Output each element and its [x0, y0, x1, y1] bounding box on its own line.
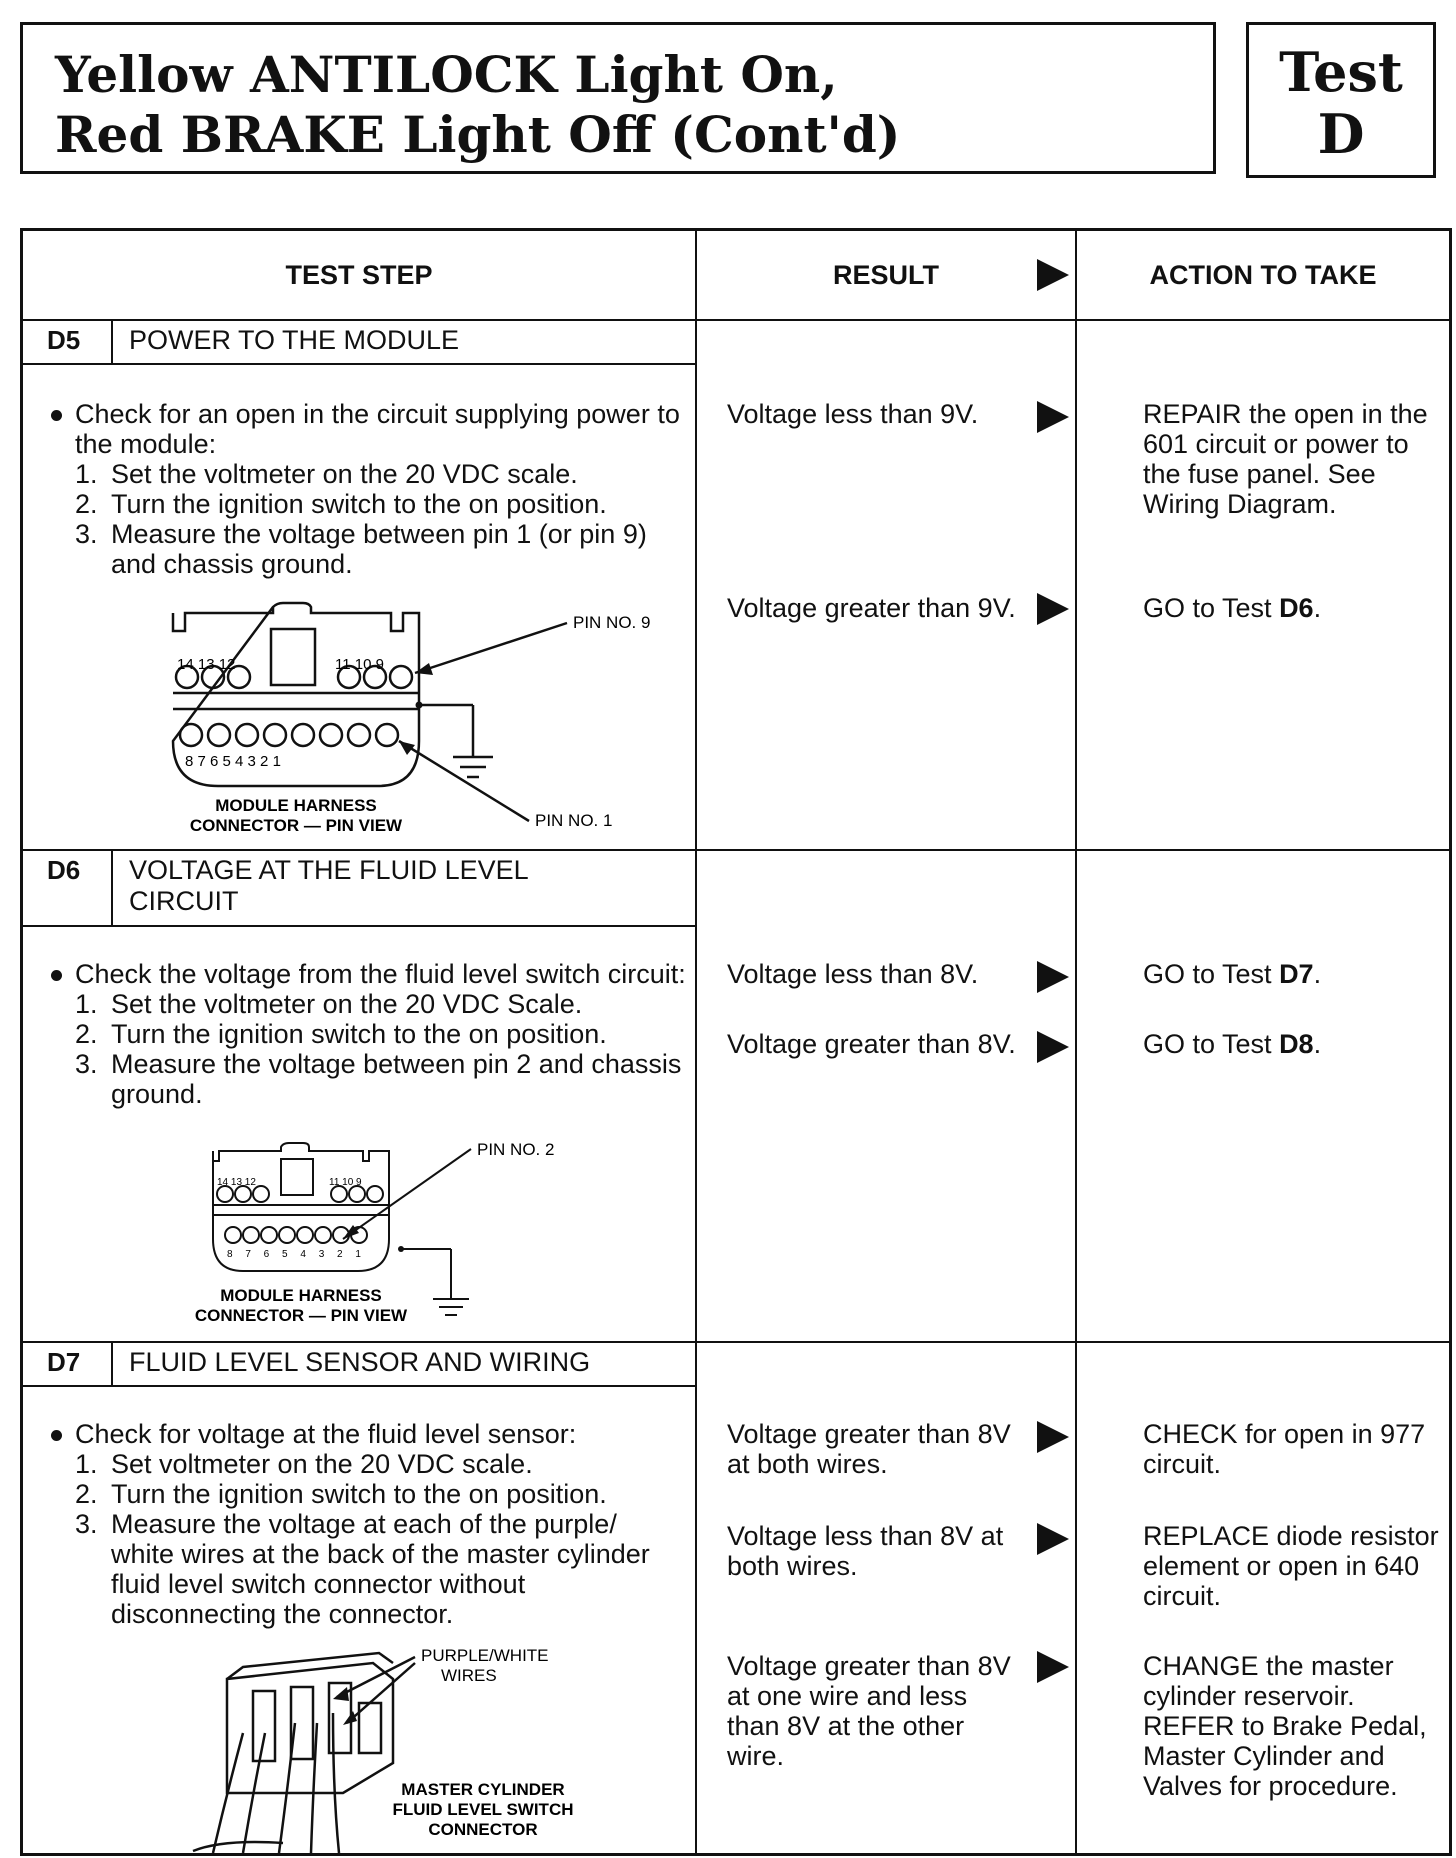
step-title-divider	[23, 1385, 697, 1387]
arrow-icon	[1037, 593, 1069, 625]
arrow-icon	[1037, 1421, 1069, 1453]
diagram-caption: CONNECTOR — PIN VIEW	[194, 1306, 408, 1325]
step-title: VOLTAGE AT THE FLUID LEVEL CIRCUIT	[129, 855, 528, 916]
result-text: Voltage greater than 8V at both wires.	[727, 1419, 1011, 1479]
diagram-caption: FLUID LEVEL SWITCH	[392, 1800, 574, 1819]
step-id-divider	[111, 1341, 113, 1385]
header-divider	[23, 319, 1449, 321]
list-item: 3. Measure the voltage between pin 1 (or pin 9) and chassis ground.	[75, 519, 647, 579]
step-instructions	[47, 959, 687, 1109]
action-text: REPAIR the open in the 601 circuit or power to the fuse panel. See Wiring Diagram.	[1143, 399, 1428, 519]
header-action: ACTION TO TAKE	[1149, 259, 1377, 290]
wire-label: WIRES	[441, 1666, 497, 1685]
column-divider	[1075, 231, 1077, 1853]
action-text: GO to Test D8.	[1143, 1029, 1322, 1059]
result-text: Voltage less than 9V.	[727, 399, 979, 429]
step-instructions	[47, 1419, 687, 1629]
action-text: GO to Test D6.	[1143, 593, 1322, 623]
arrow-icon	[1037, 259, 1069, 291]
title-line-1: Yellow ANTILOCK Light On,	[55, 45, 838, 104]
pin-numbers: 14 13 12	[217, 1177, 256, 1188]
test-letter: D	[1317, 102, 1365, 166]
action-text: CHANGE the master cylinder reservoir. REFER to Brake Pedal, Master Cylinder and Valves for procedure.	[1143, 1651, 1427, 1801]
list-item: 3. Measure the voltage between pin 2 and chassis ground.	[75, 1049, 682, 1109]
pin-numbers: 11 10 9	[335, 656, 384, 673]
list-item: 2. Turn the ignition switch to the on position.	[75, 489, 607, 519]
pin-label: PIN NO. 2	[477, 1141, 555, 1159]
test-table	[20, 228, 1452, 1856]
action-text: GO to Test D7.	[1143, 959, 1322, 989]
pin-numbers: 11 10 9	[329, 1177, 362, 1188]
wire-label: PURPLE/WHITE	[421, 1646, 549, 1665]
arrow-icon	[1037, 1651, 1069, 1683]
result-text: Voltage greater than 9V.	[727, 593, 1016, 623]
bullet-text: Check the voltage from the fluid level switch circuit:	[47, 959, 687, 989]
header-result: RESULT	[833, 259, 939, 290]
result-text: Voltage less than 8V at both wires.	[727, 1521, 1004, 1581]
step-title: FLUID LEVEL SENSOR AND WIRING	[129, 1347, 591, 1377]
bullet-text: Check for voltage at the fluid level sensor:	[47, 1419, 687, 1449]
list-item: 1. Set the voltmeter on the 20 VDC Scale.	[75, 989, 583, 1019]
module-connector-diagram	[153, 601, 693, 841]
arrow-icon	[1037, 401, 1069, 433]
bullet-text: Check for an open in the circuit supplying power to the module:	[47, 399, 687, 459]
pin-label: PIN NO. 9	[573, 613, 651, 632]
arrow-icon	[1037, 1031, 1069, 1063]
step-id: D7	[47, 1347, 81, 1377]
diagram-caption: MODULE HARNESS	[220, 1286, 382, 1305]
page-title	[55, 45, 900, 165]
module-connector-diagram-small	[193, 1141, 633, 1341]
diagram-caption: CONNECTOR	[428, 1820, 538, 1839]
action-text: CHECK for open in 977 circuit.	[1143, 1419, 1426, 1479]
test-label: Test	[1279, 40, 1403, 104]
title-line-2: Red BRAKE Light Off (Cont'd)	[55, 105, 901, 164]
result-text: Voltage less than 8V.	[727, 959, 979, 989]
result-text: Voltage greater than 8V at one wire and less than 8V at the other wire.	[727, 1651, 1011, 1771]
step-id: D6	[47, 855, 81, 885]
step-title: POWER TO THE MODULE	[129, 325, 460, 355]
diagram-caption: MODULE HARNESS	[215, 796, 377, 815]
list-item: 2. Turn the ignition switch to the on position.	[75, 1479, 607, 1509]
result-text: Voltage greater than 8V.	[727, 1029, 1016, 1059]
step-title-divider	[23, 363, 697, 365]
list-item: 3. Measure the voltage at each of the purple/ white wires at the back of the master cylinder fluid level switch connector without disconnecting the connector.	[75, 1509, 650, 1629]
list-item: 1. Set the voltmeter on the 20 VDC scale.	[75, 459, 578, 489]
diagram-caption: CONNECTOR — PIN VIEW	[189, 816, 403, 835]
column-divider	[695, 231, 697, 1853]
arrow-icon	[1037, 961, 1069, 993]
fluid-level-connector-diagram	[183, 1643, 683, 1855]
list-item: 2. Turn the ignition switch to the on position.	[75, 1019, 607, 1049]
action-text: REPLACE diode resistor element or open in 640 circuit.	[1143, 1521, 1439, 1611]
test-id-box	[1246, 22, 1436, 178]
header-test-step: TEST STEP	[285, 259, 433, 290]
step-id-divider	[111, 319, 113, 363]
step-title-divider	[23, 925, 697, 927]
list-item: 1. Set voltmeter on the 20 VDC scale.	[75, 1449, 533, 1479]
pin-label: PIN NO. 1	[535, 811, 613, 830]
title-box	[20, 22, 1216, 174]
step-id-divider	[111, 849, 113, 925]
pin-numbers: 8 7 6 5 4 3 2 1	[227, 1249, 366, 1260]
step-id: D5	[47, 325, 81, 355]
step-instructions	[47, 399, 687, 579]
section-divider	[23, 849, 1449, 851]
diagram-caption: MASTER CYLINDER	[401, 1780, 565, 1799]
section-divider	[23, 1341, 1449, 1343]
arrow-icon	[1037, 1523, 1069, 1555]
pin-numbers: 8 7 6 5 4 3 2 1	[185, 753, 281, 770]
pin-numbers: 14 13 12	[177, 656, 236, 673]
